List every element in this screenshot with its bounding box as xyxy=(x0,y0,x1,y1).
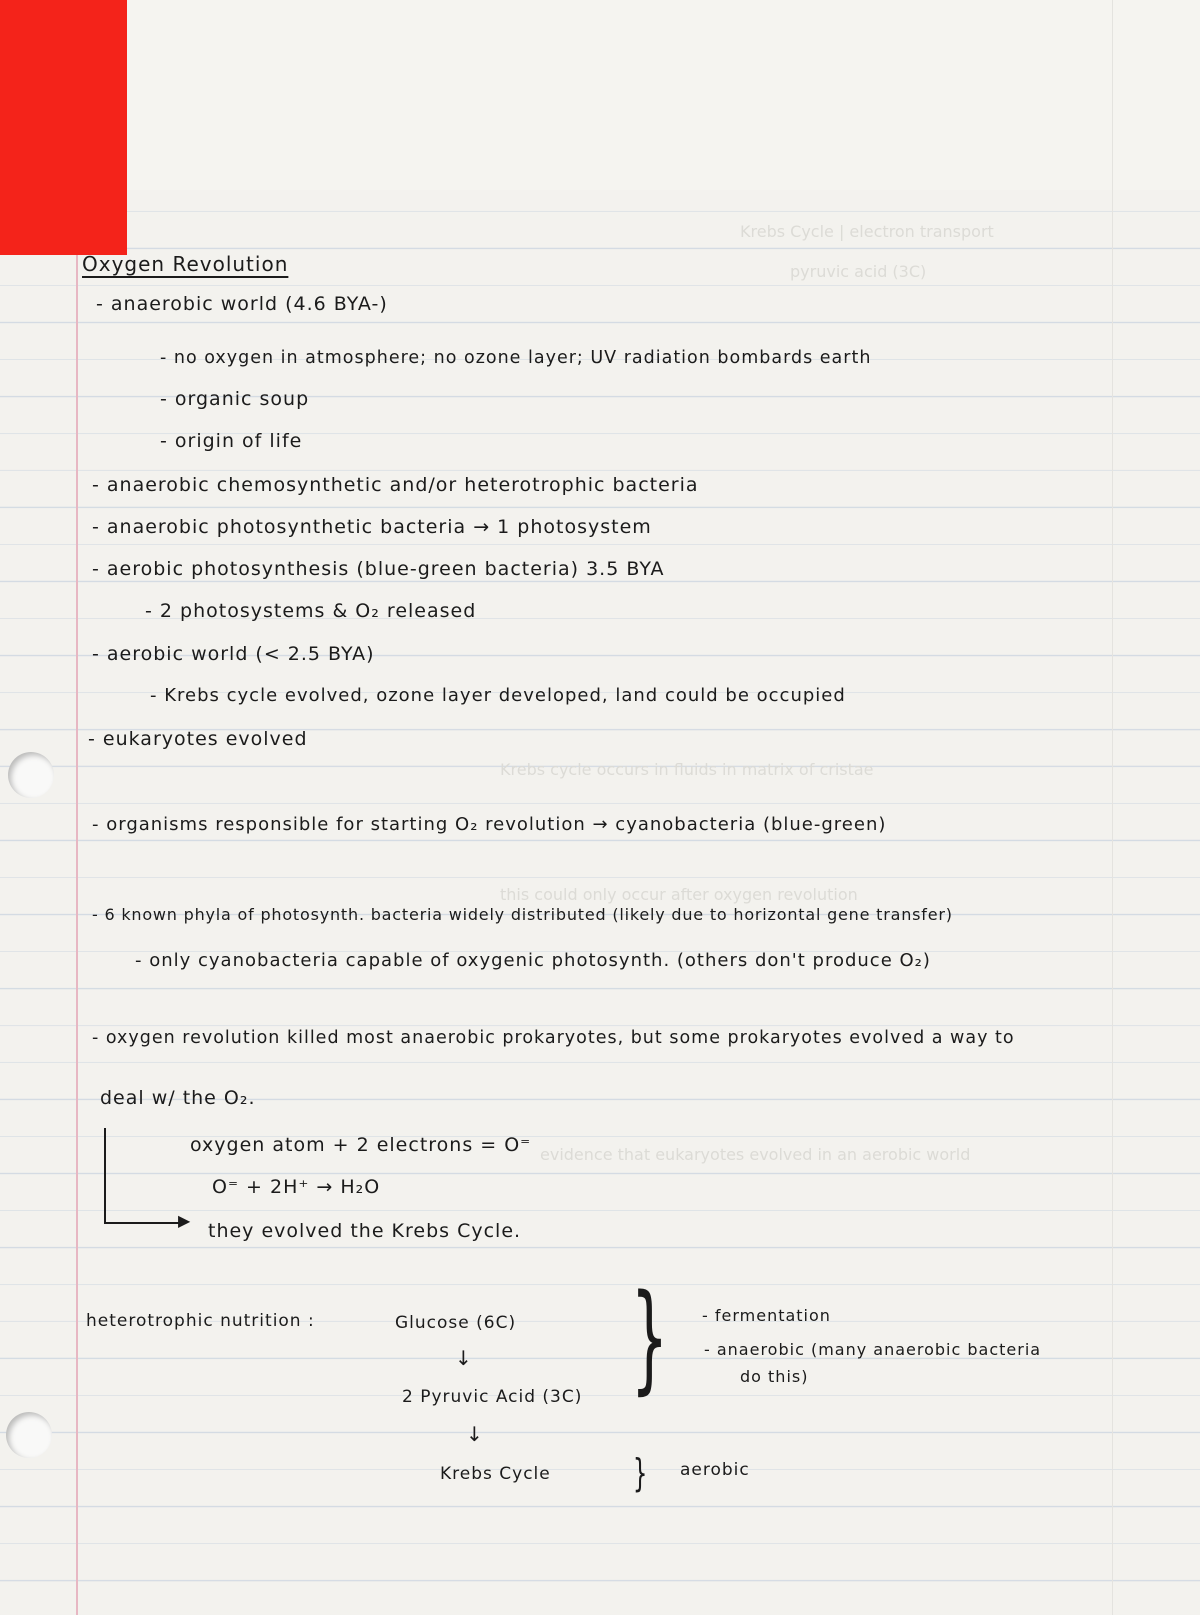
note-line: - Krebs cycle evolved, ozone layer developed, land could be occupied xyxy=(150,685,846,706)
bleed-through-text: Krebs cycle occurs in fluids in matrix of cristae xyxy=(500,760,874,779)
anaerobic-label-continued: do this) xyxy=(740,1367,809,1386)
note-line: - only cyanobacteria capable of oxygenic photosynth. (others don't produce O₂) xyxy=(135,950,931,971)
anaerobic-label: - anaerobic (many anaerobic bacteria xyxy=(704,1340,1042,1359)
bleed-through-text: evidence that eukaryotes evolved in an aerobic world xyxy=(540,1145,971,1164)
note-line: - anaerobic photosynthetic bacteria → 1 photosystem xyxy=(92,516,652,538)
note-line: deal w/ the O₂. xyxy=(100,1087,256,1109)
note-line: - organisms responsible for starting O₂ revolution → cyanobacteria (blue-green) xyxy=(92,814,887,835)
arrowhead-icon: ▶ xyxy=(178,1211,192,1230)
down-arrow-icon: ↓ xyxy=(455,1346,473,1370)
fermentation-label: - fermentation xyxy=(702,1306,831,1325)
glucose-label: Glucose (6C) xyxy=(395,1313,517,1333)
note-line: - oxygen revolution killed most anaerobic prokaryotes, but some prokaryotes evolved a way to xyxy=(92,1028,1015,1048)
red-sticky-tab xyxy=(0,0,127,255)
note-line: - organic soup xyxy=(160,388,310,410)
nutrition-label: heterotrophic nutrition : xyxy=(86,1311,315,1331)
bleed-through-text: this could only occur after oxygen revolution xyxy=(500,885,858,904)
note-line: - aerobic world (< 2.5 BYA) xyxy=(92,643,375,665)
brace-icon: } xyxy=(630,1268,669,1406)
down-arrow-icon: ↓ xyxy=(466,1422,484,1446)
binder-hole xyxy=(8,752,54,798)
note-line: - 6 known phyla of photosynth. bacteria widely distributed (likely due to horizontal gene transfer) xyxy=(92,905,953,924)
page-top-blank-area xyxy=(0,0,1200,190)
bleed-through-text: Krebs Cycle | electron transport xyxy=(740,222,994,241)
bracket-line xyxy=(104,1222,184,1224)
note-line: - anaerobic world (4.6 BYA-) xyxy=(96,293,388,315)
pyruvic-acid-label: 2 Pyruvic Acid (3C) xyxy=(402,1387,583,1407)
page-title: Oxygen Revolution xyxy=(82,252,289,276)
note-line: - origin of life xyxy=(160,430,303,452)
bracket-line xyxy=(104,1128,106,1224)
aerobic-label: aerobic xyxy=(680,1460,750,1480)
equation-line: O⁼ + 2H⁺ → H₂O xyxy=(212,1176,381,1198)
note-line: - aerobic photosynthesis (blue-green bacteria) 3.5 BYA xyxy=(92,558,665,580)
equation-line: they evolved the Krebs Cycle. xyxy=(208,1220,522,1242)
bleed-through-text: pyruvic acid (3C) xyxy=(790,262,927,281)
page-fold-line xyxy=(1112,0,1113,1615)
note-line: - anaerobic chemosynthetic and/or heterotrophic bacteria xyxy=(92,474,699,496)
equation-line: oxygen atom + 2 electrons = O⁼ xyxy=(190,1134,532,1156)
binder-hole xyxy=(6,1412,52,1458)
note-line: - 2 photosystems & O₂ released xyxy=(145,600,477,622)
note-line: - eukaryotes evolved xyxy=(88,728,308,750)
krebs-cycle-label: Krebs Cycle xyxy=(440,1464,551,1484)
brace-icon: } xyxy=(632,1451,648,1495)
note-line: - no oxygen in atmosphere; no ozone layer; UV radiation bombards earth xyxy=(160,348,872,368)
margin-line xyxy=(76,190,78,1615)
